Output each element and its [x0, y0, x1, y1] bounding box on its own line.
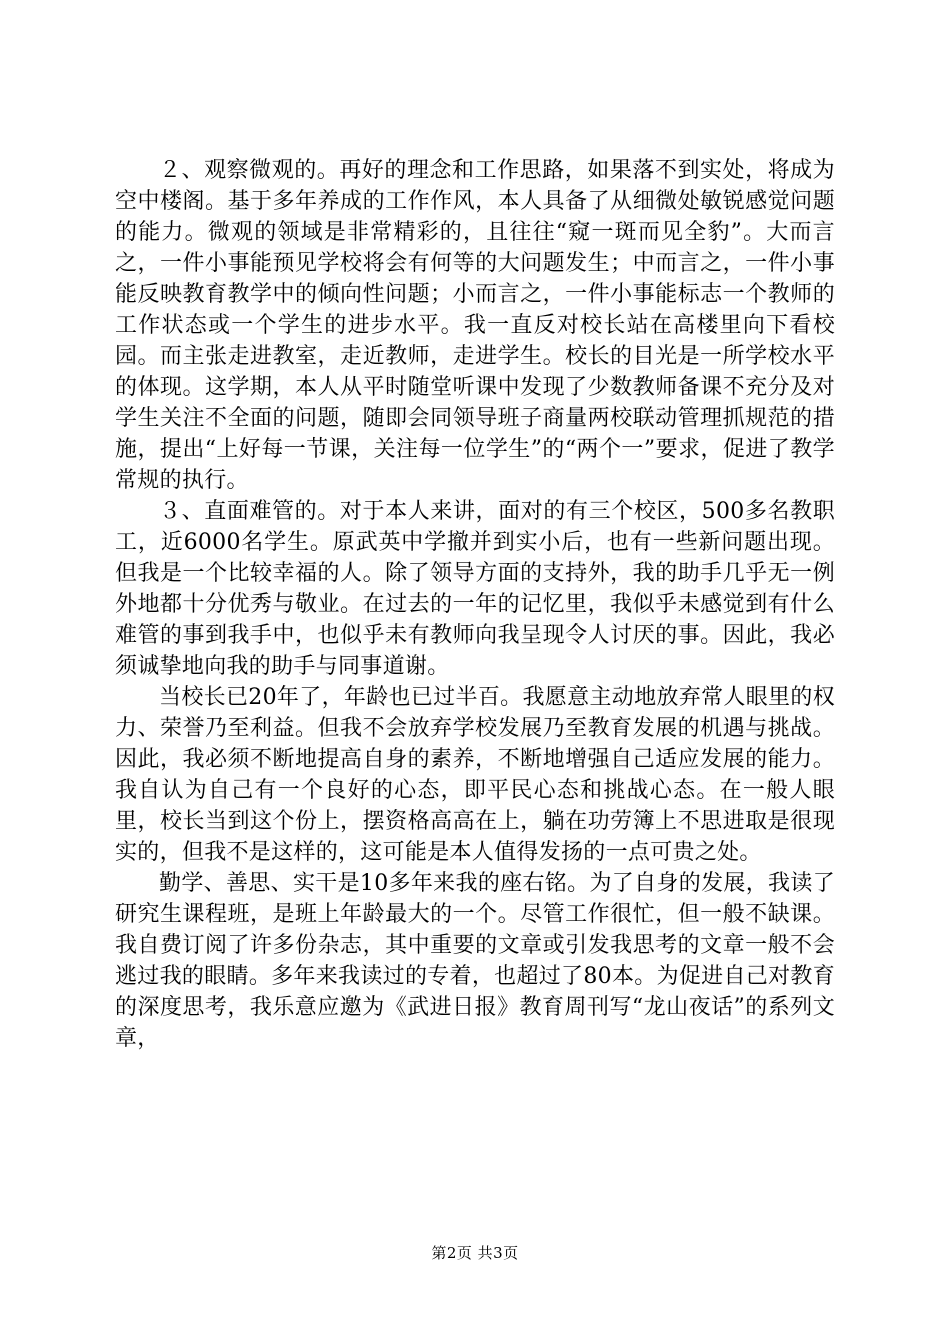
page-footer: 第2页 共3页: [431, 1244, 519, 1262]
paragraph-motto: 勤学、善思、实干是10多年来我的座右铭。为了自身的发展，我读了研究生课程班，是班上年龄最大的一个。尽管工作很忙，但一般不缺课。我自费订阅了许多份杂志，其中重要的文章或引发我思考的文章一般不会逃过我的眼睛。多年来我读过的专着，也超过了80本。为促进自己对教育的深度思考，我乐意应邀为《武进日报》教育周刊写“龙山夜话”的系列文章，: [115, 871, 835, 1051]
paragraph-face-difficulty: ３、直面难管的。对于本人来讲，面对的有三个校区，500多名教职工，近6000名学生。原武英中学撤并到实小后，也有一些新问题出现。但我是一个比较幸福的人。除了领导方面的支持外，我的助手几乎无一例外地都十分优秀与敬业。在过去的一年的记忆里，我似乎未感觉到有什么难管的事到我手中，也似乎未有教师向我呈现令人讨厌的事。因此，我必须诚挚地向我的助手与同事道谢。: [115, 499, 835, 679]
body-text: [115, 155, 835, 1054]
paragraph-twenty-years-principal: 当校长已20年了，年龄也已过半百。我愿意主动地放弃常人眼里的权力、荣誉乃至利益。但我不会放弃学校发展乃至教育发展的机遇与挑战。因此，我必须不断地提高自身的素养，不断地增强自己适应发展的能力。我自认为自己有一个良好的心态，即平民心态和挑战心态。在一般人眼里，校长当到这个份上，摆资格高高在上，躺在功劳簿上不思进取是很现实的，但我不是这样的，这可能是本人值得发扬的一点可贵之处。: [115, 685, 835, 865]
paragraph-observe-micro: ２、观察微观的。再好的理念和工作思路，如果落不到实处，将成为空中楼阁。基于多年养成的工作作风，本人具备了从细微处敏锐感觉问题的能力。微观的领域是非常精彩的，且往往“窥一斑而见全豹”。大而言之，一件小事能预见学校将会有何等的大问题发生；中而言之，一件小事能反映教育教学中的倾向性问题；小而言之，一件小事能标志一个教师的工作状态或一个学生的进步水平。我一直反对校长站在高楼里向下看校园。而主张走进教室，走近教师，走进学生。校长的目光是一所学校水平的体现。这学期，本人从平时随堂听课中发现了少数教师备课不充分及对学生关注不全面的问题，随即会同领导班子商量两校联动管理抓规范的措施，提出“上好每一节课，关注每一位学生”的“两个一”要求，促进了教学常规的执行。: [115, 158, 835, 493]
